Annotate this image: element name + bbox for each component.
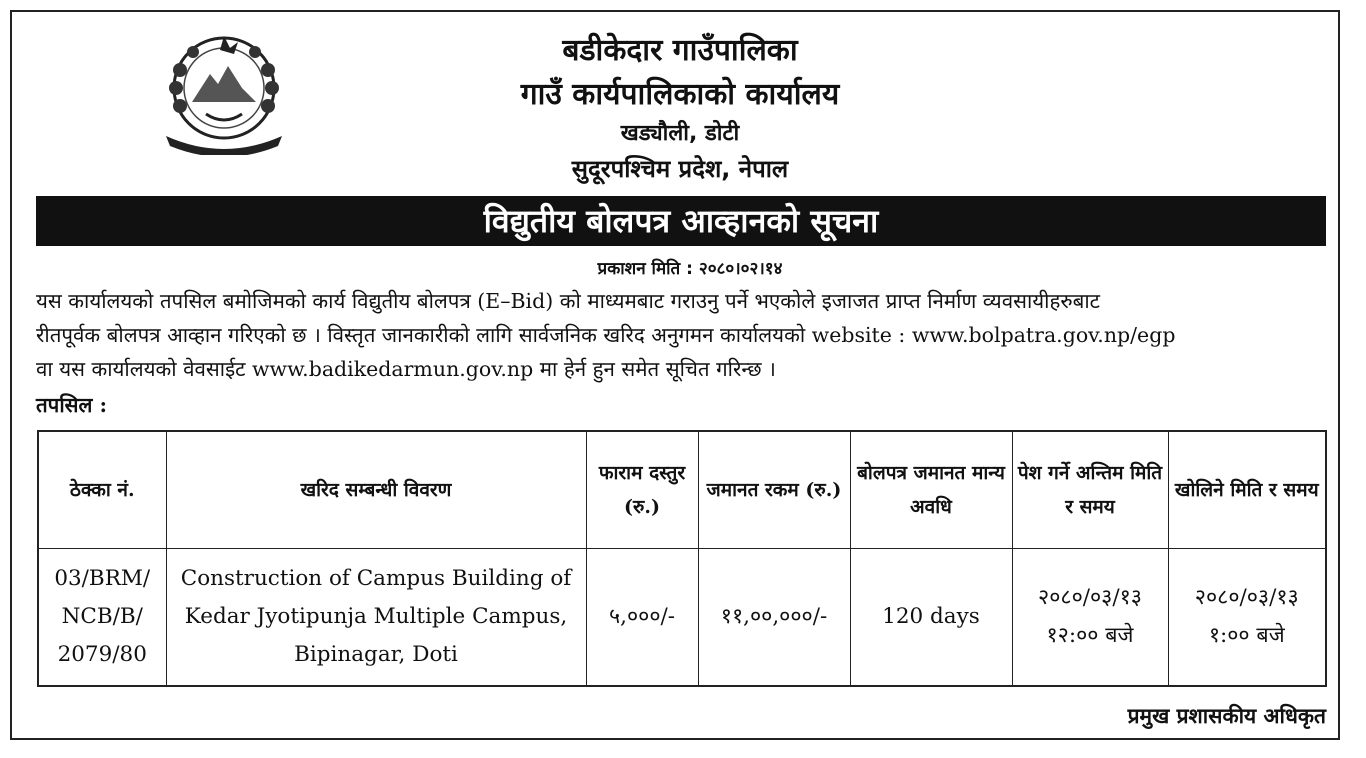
nepal-emblem-icon bbox=[158, 30, 290, 155]
col-header-opening-time: खोलिने मिति र समय bbox=[1168, 431, 1326, 549]
cell-submission-deadline: २०८०/०३/१३ १२:०० बजे bbox=[1012, 549, 1168, 687]
office-location: खड्यौली, डोटी bbox=[620, 121, 740, 146]
col-header-form-fee: फाराम दस्तुर (रु.) bbox=[586, 431, 698, 549]
table-row bbox=[38, 549, 1326, 687]
notice-body-line-2: रीतपूर्वक बोलपत्र आव्हान गरिएको छ । विस्तृत जानकारीको लागि सार्वजनिक खरिद अनुगमन कार्यालयको website : www.bolpatra.gov.np/egp bbox=[36, 323, 1176, 347]
col-header-description: खरिद सम्बन्धी विवरण bbox=[166, 431, 586, 549]
details-label: तपसिल : bbox=[36, 393, 108, 417]
cell-security-amount: ११,००,०००/- bbox=[698, 549, 850, 687]
col-header-contract-no: ठेक्का नं. bbox=[38, 431, 166, 549]
municipality-name: बडीकेदार गाउँपालिका bbox=[562, 33, 798, 68]
table-header-row bbox=[38, 431, 1326, 549]
cell-form-fee: ५,०००/- bbox=[586, 549, 698, 687]
cell-validity: 120 days bbox=[850, 549, 1012, 687]
col-header-submission-deadline: पेश गर्ने अन्तिम मिति र समय bbox=[1012, 431, 1168, 549]
signatory: प्रमुख प्रशासकीय अधिकृत bbox=[1127, 704, 1326, 728]
cell-description: Construction of Campus Building of Kedar Jyotipunja Multiple Campus, Bipinagar, Doti bbox=[166, 549, 586, 687]
cell-contract-no: 03/BRM/ NCB/B/ 2079/80 bbox=[38, 549, 166, 687]
tender-table bbox=[37, 430, 1327, 687]
publication-date: प्रकाशन मिति : २०८०।०२।१४ bbox=[597, 259, 783, 279]
notice-title-banner: विद्युतीय बोलपत्र आव्हानको सूचना bbox=[36, 196, 1326, 246]
notice-body bbox=[36, 284, 1326, 386]
cell-opening-time: २०८०/०३/१३ १:०० बजे bbox=[1168, 549, 1326, 687]
col-header-validity: बोलपत्र जमानत मान्य अवधि bbox=[850, 431, 1012, 549]
office-name: गाउँ कार्यपालिकाको कार्यालय bbox=[520, 77, 840, 112]
notice-body-line-3: वा यस कार्यालयको वेवसाईट www.badikedarmun.gov.np मा हेर्न हुन समेत सूचित गरिन्छ । bbox=[36, 357, 776, 381]
notice-body-line-1: यस कार्यालयको तपसिल बमोजिमको कार्य विद्युतीय बोलपत्र (E–Bid) को माध्यमबाट गराउनु पर्ने भएकोले इजाजत प्राप्त निर्माण व्यवसायीहरुबाट bbox=[36, 289, 1100, 313]
col-header-security-amount: जमानत रकम (रु.) bbox=[698, 431, 850, 549]
province-name: सुदूरपश्चिम प्रदेश, नेपाल bbox=[571, 155, 789, 183]
